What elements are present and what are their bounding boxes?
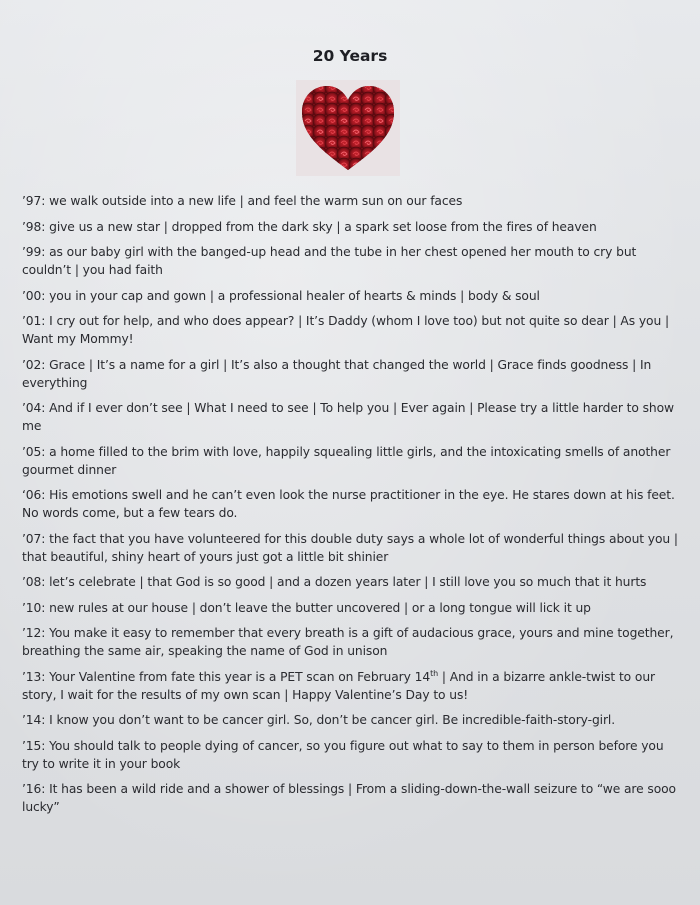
year-entry: ’05: a home filled to the brim with love, happily squealing little girls, and the intoxicating smells of another gourmet dinner [22,444,671,477]
entry-list [22,192,682,824]
year-entry: ’00: you in your cap and gown | a professional healer of hearts & minds | body & soul [22,288,540,303]
year-entry: ’14: I know you don’t want to be cancer girl. So, don’t be cancer girl. Be incredible-faith-story-girl. [22,713,616,727]
year-entry: ’97: we walk outside into a new life | and feel the warm sun on our faces [22,194,463,208]
year-entry [22,668,682,704]
year-entry: ’16: It has been a wild ride and a shower of blessings | From a sliding-down-the-wall seizure to “we are sooo lucky” [22,782,676,814]
year-entry: ’10: new rules at our house | don’t leave the butter uncovered | or a long tongue will lick it up [22,600,591,615]
entry-text: ’13: Your Valentine from fate this year is a PET scan on February 14 [22,669,431,684]
year-entry: ’12: You make it easy to remember that every breath is a gift of audacious grace, yours and mine together, breathing the same air, speaking the name of God in unison [22,626,674,658]
entry-text: | And in a bizarre ankle-twist to our story, I wait for the results of my own scan | Happy Valentine’s Day to us! [22,669,655,702]
year-entry: ’07: the fact that you have volunteered for this double duty says a whole lot of wonderful things about you | that beautiful, shiny heart of yours just got a little bit shinier [22,531,678,564]
rose-heart-icon [296,80,400,176]
rose-heart-image [296,80,400,176]
ordinal-suffix: th [430,668,439,678]
year-entry: ’15: You should talk to people dying of cancer, so you figure out what to say to them in person before you try to write it in your book [22,738,664,771]
year-entry: ’99: as our baby girl with the banged-up head and the tube in her chest opened her mouth to cry but couldn’t | you had faith [22,245,637,277]
page-title: 20 Years [312,47,388,65]
year-entry: ’02: Grace | It’s a name for a girl | It’s also a thought that changed the world | Grace finds goodness | In everything [22,357,652,390]
year-entry: ‘06: His emotions swell and he can’t even look the nurse practitioner in the eye. He stares down at his feet. No words come, but a few tears do. [22,488,675,520]
year-entry: ’04: And if I ever don’t see | What I need to see | To help you | Ever again | Please try a little harder to show me [22,401,674,433]
year-entry: ’01: I cry out for help, and who does appear? | It’s Daddy (whom I love too) but not quite so dear | As you | Want my Mommy! [22,314,669,346]
year-entry: ’08: let’s celebrate | that God is so good | and a dozen years later | I still love you so much that it hurts [22,575,647,589]
year-entry: ’98: give us a new star | dropped from the dark sky | a spark set loose from the fires of heaven [22,219,597,234]
